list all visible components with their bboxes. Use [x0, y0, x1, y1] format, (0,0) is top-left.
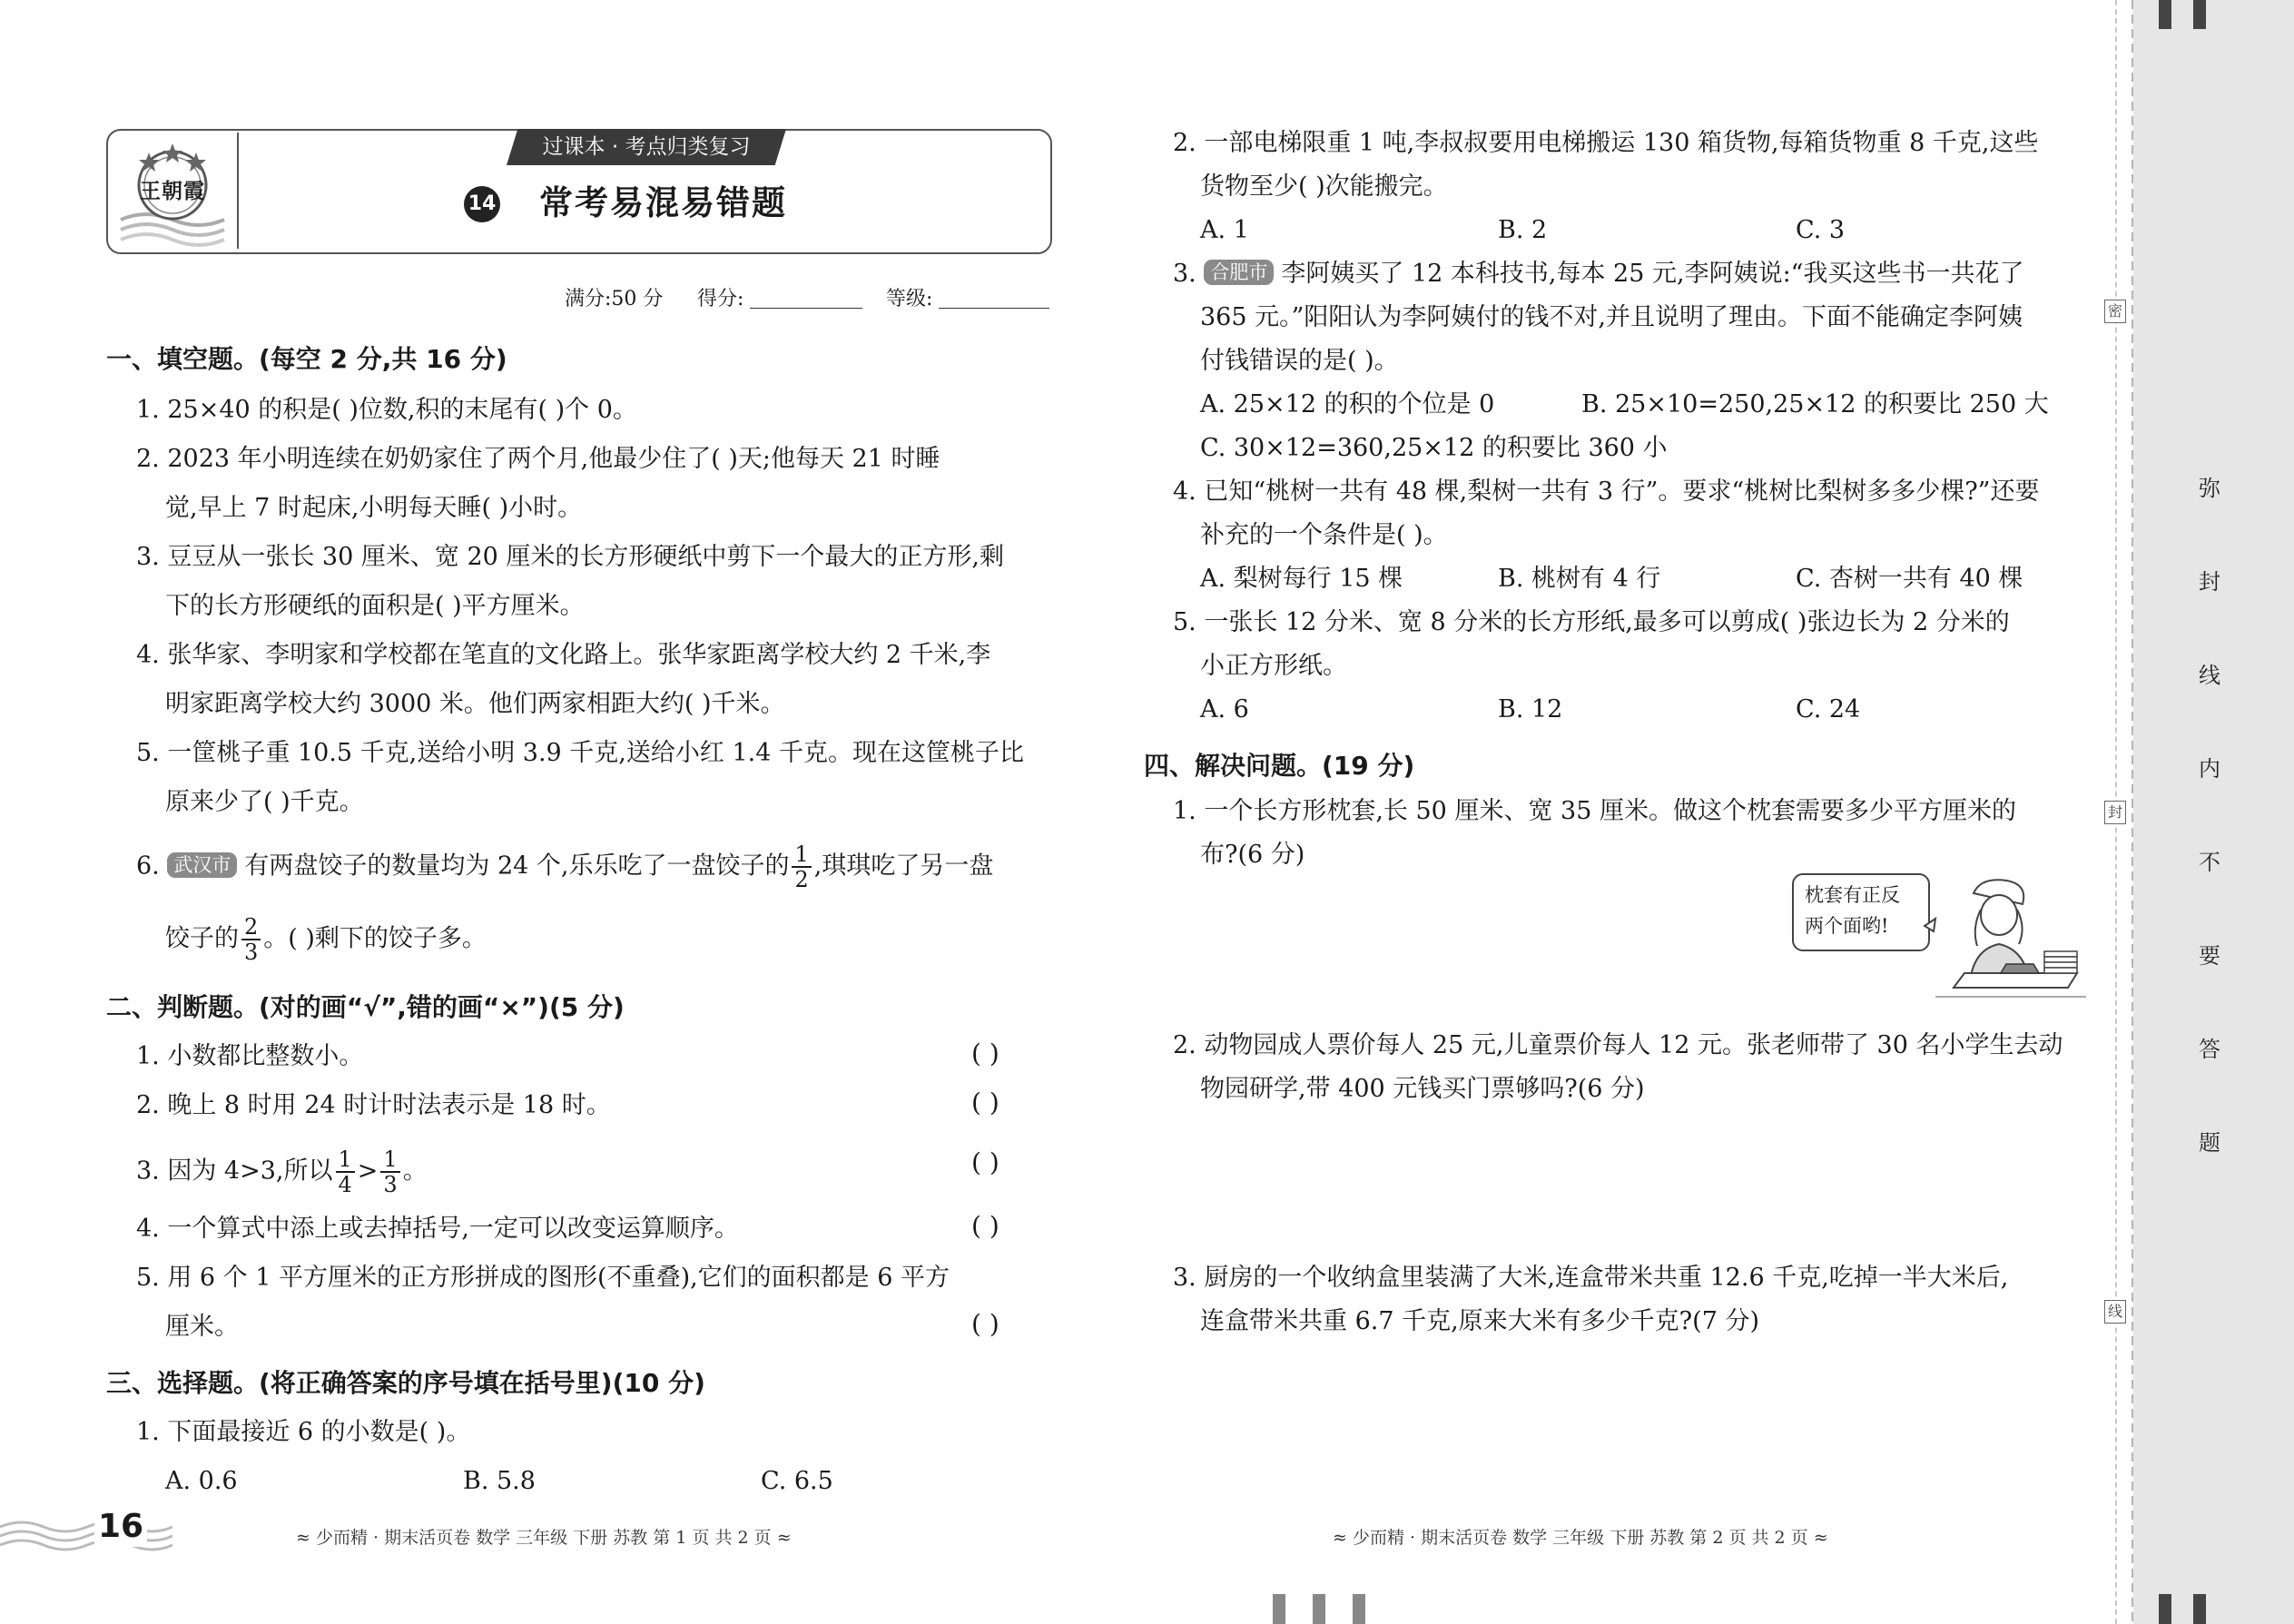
question-text: 5. 一筐桃子重 10.5 千克,送给小明 3.9 千克,送给小红 1.4 千克。现在这筐桃子比	[136, 739, 1024, 767]
fraction-numerator: 1	[336, 1147, 355, 1173]
margin-char: 要	[2199, 943, 2220, 969]
question-fragment: 李阿姨买了 12 本科技书,每本 25 元,李阿姨说:“我买这些书一共花了	[1281, 260, 2024, 288]
question-text: 3. 豆豆从一张长 30 厘米、宽 20 厘米的长方形硬纸中剪下一个最大的正方形,剩	[136, 543, 1004, 571]
question-text: 365 元。”阳阳认为李阿姨付的钱不对,并且说明了理由。下面不能确定李阿姨	[1200, 303, 2023, 331]
binding-strip	[2133, 0, 2294, 1624]
choice-option[interactable]: B. 5.8	[463, 1467, 536, 1495]
answer-paren[interactable]: ( )	[971, 1211, 999, 1241]
question-text: 货物至少( )次能搬完。	[1200, 172, 1448, 201]
question-text: 物园研学,带 400 元钱买门票够吗?(6 分)	[1200, 1075, 1645, 1103]
answer-paren[interactable]: ( )	[971, 1088, 999, 1117]
margin-char: 内	[2199, 756, 2220, 782]
question-fragment: 。	[402, 1156, 428, 1186]
choice-option[interactable]: C. 24	[1796, 695, 1861, 723]
page-title: 常考易混易错题	[539, 183, 787, 222]
teacher-illustration	[1917, 873, 2090, 1000]
fraction-denominator: 4	[338, 1172, 352, 1197]
choice-option[interactable]: A. 25×12 的积的个位是 0	[1200, 390, 1495, 418]
question-text: 2. 一部电梯限重 1 吨,李叔叔要用电梯搬运 130 箱货物,每箱货物重 8 千克,这些	[1173, 129, 2039, 157]
binding-bar	[1353, 1594, 1365, 1624]
choice-option[interactable]: B. 25×10=250,25×12 的积要比 250 大	[1581, 390, 2049, 418]
question-text: 5. 一张长 12 分米、宽 8 分米的长方形纸,最多可以剪成( )张边长为 2 分米的	[1173, 608, 2010, 636]
question-fragment: 3. 因为 4>3,所以	[136, 1156, 333, 1186]
binding-bar	[2159, 0, 2171, 29]
question-fragment: ,琪琪吃了另一盘	[813, 851, 994, 881]
choice-option[interactable]: B. 2	[1498, 216, 1548, 244]
question-text	[136, 842, 993, 891]
question-text	[165, 915, 487, 964]
score-field[interactable]	[750, 308, 862, 309]
section-title: 三、选择题。(将正确答案的序号填在括号里)(10 分)	[106, 1368, 705, 1398]
fraction	[380, 1147, 399, 1196]
question-text: 5. 用 6 个 1 平方厘米的正方形拼成的图形(不重叠),它们的面积都是 6 平方	[136, 1264, 950, 1292]
fraction-numerator: 1	[792, 842, 811, 868]
answer-paren[interactable]: ( )	[971, 1147, 999, 1177]
region-tag: 合肥市	[1204, 260, 1274, 285]
region-tag: 武汉市	[167, 852, 237, 878]
question-text: 2. 动物园成人票价每人 25 元,儿童票价每人 12 元。张老师带了 30 名小学生去动	[1173, 1031, 2063, 1059]
fraction-numerator: 1	[380, 1147, 399, 1173]
grade-label: 等级:	[886, 288, 933, 310]
unit-number-badge: 14	[464, 186, 500, 222]
binding-bar	[2159, 1594, 2171, 1624]
choice-option[interactable]: C. 6.5	[761, 1467, 833, 1495]
fraction-numerator: 2	[241, 915, 261, 940]
question-text: 下的长方形硬纸的面积是( )平方厘米。	[165, 592, 585, 620]
question-text: 4. 张华家、李明家和学校都在笔直的文化路上。张华家距离学校大约 2 千米,李	[136, 641, 991, 669]
question-text: 布?(6 分)	[1200, 841, 1305, 869]
question-number: 3.	[1173, 260, 1196, 288]
choice-option[interactable]: A. 0.6	[165, 1467, 238, 1495]
question-text: 觉,早上 7 时起床,小明每天睡( )小时。	[165, 494, 583, 522]
publisher-logo	[115, 136, 230, 249]
choice-option[interactable]: A. 6	[1200, 695, 1249, 723]
comparison-operator: >	[357, 1156, 379, 1186]
score-label: 得分:	[697, 288, 744, 310]
question-number: 6.	[136, 851, 160, 881]
question-text: 1. 一个长方形枕套,长 50 厘米、宽 35 厘米。做这个枕套需要多少平方厘米的	[1173, 797, 2016, 825]
fraction-denominator: 2	[794, 867, 809, 892]
question-text: 厘米。	[165, 1313, 239, 1341]
choice-option[interactable]: A. 1	[1200, 216, 1249, 244]
answer-paren[interactable]: ( )	[971, 1309, 999, 1339]
choice-option[interactable]: B. 12	[1498, 695, 1563, 723]
question-text: 1. 下面最接近 6 的小数是( )。	[136, 1418, 471, 1446]
binding-bar	[1313, 1594, 1325, 1624]
bubble-text: 枕套有正反	[1805, 884, 1900, 906]
logo-text: 王朝霞	[140, 179, 205, 203]
question-text: 3. 厨房的一个收纳盒里装满了大米,连盒带米共重 12.6 千克,吃掉一半大米后,	[1173, 1264, 2009, 1292]
seal-marker: 线	[2104, 1300, 2126, 1324]
margin-char: 封	[2199, 569, 2220, 595]
section-title: 一、填空题。(每空 2 分,共 16 分)	[106, 344, 507, 374]
question-text: 2. 2023 年小明连续在奶奶家住了两个月,他最少住了( )天;他每天 21 时睡	[136, 445, 940, 473]
binding-bar	[2193, 1594, 2206, 1624]
choice-option[interactable]: C. 杏树一共有 40 棵	[1796, 565, 2023, 593]
fraction	[241, 915, 261, 964]
bubble-text: 两个面哟!	[1805, 915, 1889, 937]
binding-bar	[2193, 0, 2206, 29]
question-fragment: 饺子的	[165, 924, 239, 953]
full-score: 满分:50 分	[565, 288, 664, 310]
question-text: 1. 25×40 的积是( )位数,积的末尾有( )个 0。	[136, 396, 637, 424]
binding-bar	[1273, 1594, 1285, 1624]
question-fragment: 。( )剩下的饺子多。	[263, 924, 487, 953]
margin-char: 弥	[2199, 476, 2220, 501]
question-text: 4. 已知“桃树一共有 48 棵,梨树一共有 3 行”。要求“桃树比梨树多多少棵?”还要	[1173, 477, 2040, 506]
fraction-denominator: 3	[383, 1172, 398, 1197]
question-text: 原来少了( )千克。	[165, 788, 364, 816]
seal-marker: 封	[2104, 801, 2126, 824]
section-title: 二、判断题。(对的画“√”,错的画“×”)(5 分)	[106, 992, 625, 1022]
seal-marker: 密	[2104, 300, 2126, 323]
fraction	[336, 1147, 355, 1196]
section-title: 四、解决问题。(19 分)	[1144, 751, 1415, 781]
question-text: 补充的一个条件是( )。	[1200, 521, 1448, 549]
grade-field[interactable]	[939, 308, 1049, 309]
margin-char: 答	[2199, 1037, 2220, 1062]
choice-option[interactable]: C. 3	[1796, 216, 1846, 244]
question-text: 明家距离学校大约 3000 米。他们两家相距大约( )千米。	[165, 690, 785, 718]
fraction	[792, 842, 811, 891]
choice-option[interactable]: A. 梨树每行 15 棵	[1200, 565, 1403, 593]
question-fragment: 有两盘饺子的数量均为 24 个,乐乐吃了一盘饺子的	[244, 851, 790, 881]
question-text: 连盒带米共重 6.7 千克,原来大米有多少千克?(7 分)	[1200, 1307, 1759, 1335]
page-footer: ≈ 少而精 · 期末活页卷 数学 三年级 下册 苏教 第 1 页 共 2 页 ≈	[296, 1528, 792, 1548]
page-number: 16	[94, 1507, 147, 1547]
margin-char: 题	[2199, 1130, 2220, 1156]
question-text: 付钱错误的是( )。	[1200, 347, 1399, 375]
margin-char: 线	[2199, 663, 2220, 688]
page-footer: ≈ 少而精 · 期末活页卷 数学 三年级 下册 苏教 第 2 页 共 2 页 ≈	[1333, 1528, 1828, 1548]
question-text: 4. 一个算式中添上或去掉括号,一定可以改变运算顺序。	[136, 1215, 739, 1243]
answer-paren[interactable]: ( )	[971, 1038, 999, 1068]
choice-option[interactable]: C. 30×12=360,25×12 的积要比 360 小	[1200, 434, 1668, 462]
margin-char: 不	[2199, 850, 2220, 875]
binding-border	[2132, 0, 2133, 1624]
question-text	[1173, 256, 2023, 292]
banner-text: 过课本 · 考点归类复习	[542, 135, 751, 159]
question-text: 2. 晚上 8 时用 24 时计时法表示是 18 时。	[136, 1091, 611, 1119]
question-text: 小正方形纸。	[1200, 652, 1347, 680]
question-text: 1. 小数都比整数小。	[136, 1042, 364, 1070]
fraction-denominator: 3	[244, 940, 259, 965]
person-ironing-icon	[1917, 873, 2090, 1000]
question-text	[136, 1147, 428, 1196]
logo-divider	[237, 133, 239, 249]
choice-option[interactable]: B. 桃树有 4 行	[1498, 565, 1661, 593]
